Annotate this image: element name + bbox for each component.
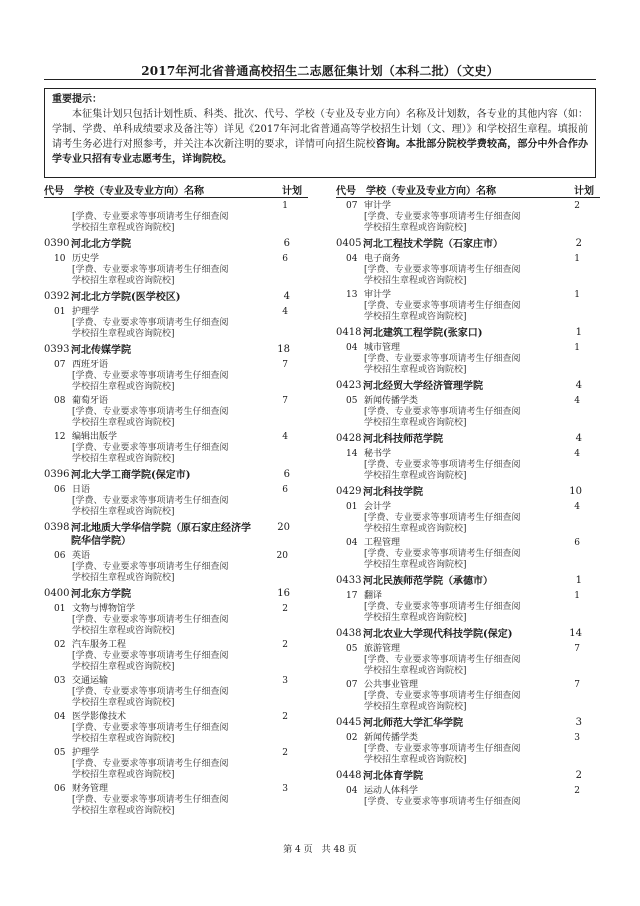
major-note	[336, 691, 554, 713]
major-code: 07	[54, 360, 66, 370]
school-row	[336, 325, 600, 342]
note-line: [学费、专业要求等事项请考生仔细查阅	[72, 443, 229, 453]
major-note	[44, 496, 262, 518]
major-plan-count: 1	[574, 254, 580, 264]
school-plan-count: 1	[575, 575, 582, 586]
school-row	[44, 236, 308, 253]
major-plan-count: 4	[574, 396, 580, 406]
major-plan-count: 7	[282, 360, 288, 370]
major-note	[44, 687, 262, 709]
major-entry	[336, 395, 600, 429]
school-code: 0448	[336, 770, 362, 781]
note-line: [学费、专业要求等事项请考生仔细查阅	[72, 651, 229, 661]
note-line: [学费、专业要求等事项请考生仔细查阅	[72, 407, 229, 417]
major-code: 04	[346, 538, 358, 548]
major-name: 公共事业管理	[364, 680, 419, 690]
major-name: 护理学	[72, 748, 100, 758]
major-note	[44, 318, 262, 340]
page-footer: 第 4 页 共 48 页	[283, 845, 357, 855]
major-entry	[336, 289, 600, 323]
major-line	[336, 200, 600, 212]
major-line	[336, 289, 600, 301]
major-line	[336, 590, 600, 602]
note-line: 学校招生章程或咨询院校]	[72, 573, 175, 583]
major-entry	[44, 639, 308, 673]
school-plan-count: 6	[283, 238, 290, 249]
major-entry	[44, 711, 308, 745]
note-line: 学校招生章程或咨询院校]	[72, 276, 175, 286]
major-code: 02	[54, 640, 66, 650]
note-line: [学费、专业要求等事项请考生仔细查阅	[72, 212, 229, 222]
school-row	[44, 586, 308, 603]
major-name: 英语	[72, 551, 91, 561]
notice-body-text: 本征集计划只包括计划性质、科类、批次、代号、学校（专业及专业方向）名称及计划数，各专业的其他内容（如：学制、学费、单科成绩要求及备注等）详见《2017年河北省普通高等学校招生计划（文、理）》和学校招生章程。填报前请考生务必进行对照参考，并关注本次新注明的要求，详情可向招生院校	[52, 109, 588, 150]
school-row	[336, 431, 600, 448]
major-plan-count: 4	[574, 502, 580, 512]
major-code: 10	[54, 254, 66, 264]
note-line: 学校招生章程或咨询院校]	[364, 560, 467, 570]
major-name: 旅游管理	[364, 644, 401, 654]
school-name: 河北科技学院	[363, 487, 423, 498]
major-note	[44, 562, 262, 584]
note-line: [学费、专业要求等事项请考生仔细查阅	[364, 460, 521, 470]
major-note	[336, 407, 554, 429]
major-note	[336, 265, 554, 287]
major-entry	[336, 679, 600, 713]
important-notice-box	[44, 88, 596, 178]
major-name: 运动人体科学	[364, 786, 419, 796]
school-name: 河北科技师范学院	[363, 434, 443, 445]
note-line: 学校招生章程或咨询院校]	[364, 524, 467, 534]
major-name: 电子商务	[364, 254, 401, 264]
major-entry	[336, 253, 600, 287]
major-code: 01	[346, 502, 358, 512]
note-line: [学费、专业要求等事项请考生仔细查阅	[72, 759, 229, 769]
note-line: [学费、专业要求等事项请考生仔细查阅	[72, 496, 229, 506]
major-line	[44, 675, 308, 687]
school-plan-count: 6	[283, 469, 290, 480]
major-entry	[44, 395, 308, 429]
major-name: 审计学	[364, 290, 392, 300]
major-plan-count: 7	[574, 680, 580, 690]
major-entry	[336, 448, 600, 482]
major-code: 14	[346, 449, 358, 459]
major-entry	[44, 359, 308, 393]
note-line: 学校招生章程或咨询院校]	[364, 365, 467, 375]
school-code: 0428	[336, 433, 362, 444]
major-entry	[336, 785, 600, 808]
major-line	[336, 643, 600, 655]
note-line: [学费、专业要求等事项请考生仔细查阅	[364, 691, 521, 701]
header-plan: 计划	[282, 186, 302, 197]
major-line	[44, 395, 308, 407]
major-code: 06	[54, 551, 66, 561]
school-plan-count: 10	[569, 486, 582, 497]
note-line: [学费、专业要求等事项请考生仔细查阅	[72, 371, 229, 381]
major-plan-count: 6	[574, 538, 580, 548]
header-code: 代号	[44, 186, 64, 197]
school-plan-count: 2	[575, 238, 582, 249]
note-line: [学费、专业要求等事项请考生仔细查阅	[72, 687, 229, 697]
school-name: 河北体育学院	[363, 771, 423, 782]
major-name: 城市管理	[364, 343, 401, 353]
note-line: [学费、专业要求等事项请考生仔细查阅	[364, 513, 521, 523]
school-code: 0400	[44, 588, 70, 599]
left-column	[44, 180, 308, 819]
major-entry	[44, 253, 308, 287]
school-row	[44, 467, 308, 484]
right-column	[336, 180, 600, 810]
major-entry	[336, 537, 600, 571]
school-row	[44, 342, 308, 359]
school-code: 0396	[44, 469, 70, 480]
major-code: 04	[346, 786, 358, 796]
major-note	[44, 371, 262, 393]
major-name: 葡萄牙语	[72, 396, 109, 406]
note-line: [学费、专业要求等事项请考生仔细查阅	[364, 744, 521, 754]
major-line	[336, 537, 600, 549]
major-name: 医学影像技术	[72, 712, 127, 722]
school-name: 河北师范大学汇华学院	[363, 718, 463, 729]
header-name: 学校（专业及专业方向）名称	[74, 186, 204, 197]
major-plan-count: 20	[276, 551, 288, 561]
major-code: 08	[54, 396, 66, 406]
major-note	[44, 759, 262, 781]
major-note	[44, 212, 262, 234]
major-line	[44, 747, 308, 759]
school-plan-count: 14	[569, 628, 582, 639]
note-line: 学校招生章程或咨询院校]	[72, 507, 175, 517]
note-line: 学校招生章程或咨询院校]	[364, 471, 467, 481]
major-entry	[336, 643, 600, 677]
school-plan-count: 18	[277, 344, 290, 355]
note-line: 学校招生章程或咨询院校]	[72, 329, 175, 339]
major-entry	[44, 431, 308, 465]
major-name: 新闻传播学类	[364, 396, 419, 406]
title-divider	[44, 79, 596, 80]
school-plan-count: 2	[575, 770, 582, 781]
notice-heading: 重要提示：	[52, 94, 102, 105]
major-line	[336, 501, 600, 513]
major-entry	[336, 200, 600, 234]
right-column-header	[336, 180, 600, 198]
school-code: 0390	[44, 238, 70, 249]
school-code: 0438	[336, 628, 362, 639]
school-code: 0392	[44, 291, 70, 302]
major-name: 护理学	[72, 307, 100, 317]
major-note	[336, 655, 554, 677]
major-plan-count: 3	[282, 784, 288, 794]
major-note	[44, 407, 262, 429]
school-row	[336, 768, 600, 785]
major-note	[44, 795, 262, 817]
major-plan-count: 2	[574, 786, 580, 796]
school-plan-count: 20	[277, 522, 290, 533]
major-name: 编辑出版学	[72, 432, 118, 442]
note-line: [学费、专业要求等事项请考生仔细查阅	[364, 212, 521, 222]
major-plan-count: 2	[282, 712, 288, 722]
school-code: 0393	[44, 344, 70, 355]
major-line	[336, 679, 600, 691]
major-plan-count: 1	[574, 343, 580, 353]
major-code: 12	[54, 432, 66, 442]
major-code: 04	[346, 343, 358, 353]
major-code: 01	[54, 307, 66, 317]
major-plan-count: 2	[282, 604, 288, 614]
school-name: 河北经贸大学经济管理学院	[363, 381, 483, 392]
school-plan-count: 16	[277, 588, 290, 599]
school-row	[336, 236, 600, 253]
major-name: 工程管理	[364, 538, 401, 548]
major-code: 02	[346, 733, 358, 743]
school-row	[336, 573, 600, 590]
major-line	[44, 550, 308, 562]
major-entry	[336, 342, 600, 376]
school-plan-count: 4	[575, 433, 582, 444]
school-name: 河北建筑工程学院(张家口)	[363, 328, 483, 339]
header-code: 代号	[336, 186, 356, 197]
note-line: [学费、专业要求等事项请考生仔细查阅	[72, 265, 229, 275]
major-line	[336, 253, 600, 265]
notice-body	[52, 107, 588, 167]
major-entry	[44, 200, 308, 234]
major-code: 07	[346, 680, 358, 690]
school-row	[336, 715, 600, 732]
major-name: 西班牙语	[72, 360, 109, 370]
school-code: 0445	[336, 717, 362, 728]
major-code: 05	[54, 748, 66, 758]
note-line: [学费、专业要求等事项请考生仔细查阅	[72, 562, 229, 572]
major-plan-count: 4	[282, 307, 288, 317]
major-entry	[44, 603, 308, 637]
major-note	[44, 443, 262, 465]
major-code: 05	[346, 396, 358, 406]
major-code: 04	[346, 254, 358, 264]
school-row	[44, 289, 308, 306]
major-line	[44, 711, 308, 723]
major-plan-count: 6	[282, 485, 288, 495]
major-line	[44, 639, 308, 651]
major-plan-count: 7	[574, 644, 580, 654]
note-line: 学校招生章程或咨询院校]	[364, 418, 467, 428]
major-name: 秘书学	[364, 449, 392, 459]
school-code: 0423	[336, 380, 362, 391]
school-row	[336, 484, 600, 501]
note-line: 学校招生章程或咨询院校]	[72, 626, 175, 636]
school-code: 0433	[336, 575, 362, 586]
major-line	[44, 431, 308, 443]
school-row	[336, 378, 600, 395]
major-code: 05	[346, 644, 358, 654]
note-line: 学校招生章程或咨询院校]	[72, 454, 175, 464]
major-note	[44, 615, 262, 637]
major-line	[44, 359, 308, 371]
major-entry	[44, 550, 308, 584]
major-code: 01	[54, 604, 66, 614]
major-plan-count: 2	[574, 201, 580, 211]
note-line: 学校招生章程或咨询院校]	[364, 755, 467, 765]
major-name: 文物与博物馆学	[72, 604, 136, 614]
school-code: 0429	[336, 486, 362, 497]
major-plan-count: 1	[574, 591, 580, 601]
school-row	[336, 626, 600, 643]
major-plan-count: 2	[282, 640, 288, 650]
major-entry	[44, 484, 308, 518]
major-note	[336, 797, 554, 808]
note-line: [学费、专业要求等事项请考生仔细查阅	[364, 265, 521, 275]
note-line: 学校招生章程或咨询院校]	[72, 662, 175, 672]
note-line: 学校招生章程或咨询院校]	[364, 666, 467, 676]
note-line: 学校招生章程或咨询院校]	[72, 418, 175, 428]
major-name: 交通运输	[72, 676, 109, 686]
major-line	[44, 783, 308, 795]
major-plan-count: 2	[282, 748, 288, 758]
note-line: [学费、专业要求等事项请考生仔细查阅	[364, 602, 521, 612]
school-name: 河北地质大学华信学院（原石家庄经济学院华信学院）	[71, 523, 251, 547]
major-line	[336, 732, 600, 744]
major-note	[336, 602, 554, 624]
note-line: [学费、专业要求等事项请考生仔细查阅	[364, 301, 521, 311]
major-line	[336, 342, 600, 354]
note-line: 学校招生章程或咨询院校]	[72, 770, 175, 780]
major-entry	[44, 675, 308, 709]
major-note	[336, 549, 554, 571]
major-note	[44, 265, 262, 287]
major-code: 06	[54, 784, 66, 794]
header-name: 学校（专业及专业方向）名称	[366, 186, 496, 197]
major-note	[336, 354, 554, 376]
school-plan-count: 4	[283, 291, 290, 302]
school-name: 河北北方学院	[71, 239, 131, 250]
major-entry	[44, 747, 308, 781]
right-entry-list	[336, 200, 600, 808]
note-line: 学校招生章程或咨询院校]	[364, 223, 467, 233]
major-code: 13	[346, 290, 358, 300]
major-line	[336, 448, 600, 460]
left-entry-list	[44, 200, 308, 817]
major-name: 日语	[72, 485, 91, 495]
school-plan-count: 3	[575, 717, 582, 728]
major-line	[44, 253, 308, 265]
school-plan-count: 4	[575, 380, 582, 391]
major-note	[44, 651, 262, 673]
major-name: 翻译	[364, 591, 383, 601]
note-line: 学校招生章程或咨询院校]	[72, 382, 175, 392]
major-name: 新闻传播学类	[364, 733, 419, 743]
note-line: 学校招生章程或咨询院校]	[72, 734, 175, 744]
note-line: [学费、专业要求等事项请考生仔细查阅	[364, 549, 521, 559]
major-entry	[44, 306, 308, 340]
major-name: 历史学	[72, 254, 100, 264]
note-line: [学费、专业要求等事项请考生仔细查阅	[72, 318, 229, 328]
major-plan-count: 1	[282, 201, 288, 211]
note-line: [学费、专业要求等事项请考生仔细查阅	[364, 354, 521, 364]
major-entry	[44, 783, 308, 817]
major-plan-count: 4	[282, 432, 288, 442]
note-line: 学校招生章程或咨询院校]	[72, 223, 175, 233]
major-line	[44, 484, 308, 496]
major-note	[44, 723, 262, 745]
major-plan-count: 1	[574, 290, 580, 300]
note-line: 学校招生章程或咨询院校]	[364, 276, 467, 286]
major-line	[44, 200, 308, 212]
note-line: [学费、专业要求等事项请考生仔细查阅	[364, 407, 521, 417]
major-name: 审计学	[364, 201, 392, 211]
note-line: [学费、专业要求等事项请考生仔细查阅	[364, 655, 521, 665]
school-code: 0405	[336, 238, 362, 249]
major-name: 会计学	[364, 502, 392, 512]
major-plan-count: 3	[574, 733, 580, 743]
note-line: [学费、专业要求等事项请考生仔细查阅	[364, 797, 521, 807]
major-code: 17	[346, 591, 358, 601]
school-code: 0418	[336, 327, 362, 338]
major-entry	[336, 590, 600, 624]
major-plan-count: 4	[574, 449, 580, 459]
note-line: 学校招生章程或咨询院校]	[72, 806, 175, 816]
major-code: 04	[54, 712, 66, 722]
major-note	[336, 212, 554, 234]
school-name: 河北工程技术学院（石家庄市）	[363, 239, 503, 250]
note-line: 学校招生章程或咨询院校]	[364, 702, 467, 712]
school-name: 河北民族师范学院（承德市）	[363, 576, 493, 587]
major-name: 汽车服务工程	[72, 640, 127, 650]
left-column-header	[44, 180, 308, 198]
major-code: 06	[54, 485, 66, 495]
major-line	[44, 603, 308, 615]
note-line: 学校招生章程或咨询院校]	[364, 613, 467, 623]
major-line	[336, 395, 600, 407]
note-line: 学校招生章程或咨询院校]	[72, 698, 175, 708]
major-plan-count: 3	[282, 676, 288, 686]
school-plan-count: 1	[575, 327, 582, 338]
school-name: 河北北方学院(医学校区)	[71, 292, 181, 303]
major-code: 03	[54, 676, 66, 686]
major-plan-count: 6	[282, 254, 288, 264]
school-name: 河北传媒学院	[71, 345, 131, 356]
major-code: 07	[346, 201, 358, 211]
major-name: 财务管理	[72, 784, 109, 794]
major-line	[44, 306, 308, 318]
major-plan-count: 7	[282, 396, 288, 406]
school-name: 河北东方学院	[71, 589, 131, 600]
major-line	[336, 785, 600, 797]
notice-body-emphasis: 咨询。本批部分院校学费较高，部分中外合作办学专业只招有专业志愿考生，详询院校。	[52, 139, 589, 165]
school-row	[44, 520, 308, 550]
school-name: 河北大学工商学院(保定市)	[71, 470, 191, 481]
major-entry	[336, 732, 600, 766]
school-name: 河北农业大学现代科技学院(保定)	[363, 629, 513, 640]
major-note	[336, 460, 554, 482]
note-line: [学费、专业要求等事项请考生仔细查阅	[72, 795, 229, 805]
school-code: 0398	[44, 522, 70, 533]
header-plan: 计划	[574, 186, 594, 197]
major-entry	[336, 501, 600, 535]
page-title: 2017年河北省普通高校招生二志愿征集计划（本科二批）（文史）	[141, 64, 499, 78]
major-note	[336, 744, 554, 766]
note-line: [学费、专业要求等事项请考生仔细查阅	[72, 723, 229, 733]
note-line: [学费、专业要求等事项请考生仔细查阅	[72, 615, 229, 625]
note-line: 学校招生章程或咨询院校]	[364, 312, 467, 322]
major-note	[336, 301, 554, 323]
major-note	[336, 513, 554, 535]
